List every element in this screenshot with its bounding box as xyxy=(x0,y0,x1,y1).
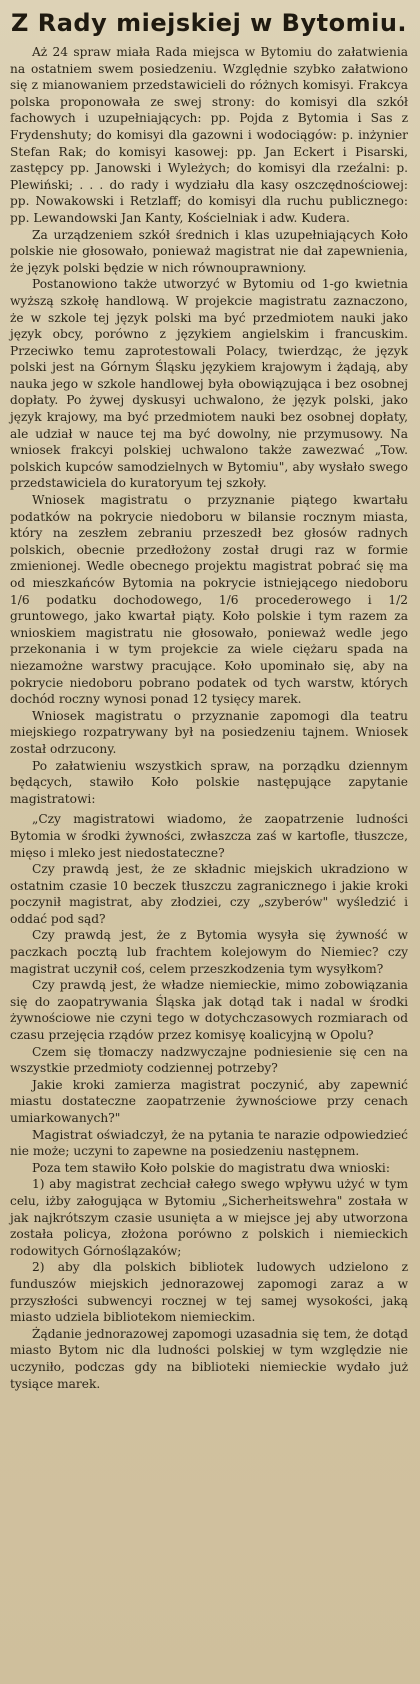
question-paragraph: Czy prawdą jest, że ze składnic miejskich ukradziono w ostatnim czasie 10 beczek tłuszczu zagranicznego i jakie kroki poczynił magistrat, aby złodziei, czy „szyberów" wyśledzić i oddać pod sąd? xyxy=(10,862,408,926)
article-title: Z Rady miejskiej w Bytomiu. xyxy=(10,9,408,37)
paragraph: Postanowiono także utworzyć w Bytomiu od 1-go kwietnia wyższą szkołę handlową. W projekcie magistratu zaznaczono, że w szkole tej język polski ma być przedmiotem nauki jako język obcy, porówno z językiem angielskim i francuskim. Przeciwko temu zaprotestowali Polacy, twierdząc, że język polski jest na Górnym Śląsku językiem krajowym i żądają, aby nauka jego w szkole handlowej była obowiązująca i bez osobnej dopłaty. Po żywej dyskusyi uchwalono, że język polski, jako język krajowy, ma być przedmiotem nauki bez osobnej dopłaty, ale udział w nauce tej ma być dowolny, nie przymusowy. Na wniosek frakcyi polskiej uchwalono także zawezwać „Tow. polskich kupców samodzielnych w Bytomiu", aby wysłało swego przedstawiciela do kuratoryum tej szkoły. xyxy=(10,277,408,491)
paragraph: Poza tem stawiło Koło polskie do magistratu dwa wnioski: xyxy=(32,1160,390,1175)
paragraph: Wniosek magistratu o przyznanie piątego kwartału podatków na pokrycie niedoboru w bilansie rocznym miasta, który na zeszłem zebraniu przeszedł bez głosów radnych polskich, obecnie przedłożony został drugi raz w formie zmienionej. Wedle obecnego projektu magistrat pobrać się ma od mieszkańców Bytomia na pokrycie istniejącego niedoboru 1/6 podatku dochodowego, 1/6 procederowego i 1/2 gruntowego, jako kwartał piąty. Koło polskie i tym razem za wnioskiem magistratu nie głosowało, ponieważ wedle jego przekonania i w tym projekcie za wiele ciężaru spada na niezamożne warstwy pracujące. Koło upominało się, aby na pokrycie niedoboru pobrano podatek od tych warstw, których dochód roczny wynosi ponad 12 tysięcy marek. xyxy=(10,493,408,707)
article-body xyxy=(10,44,408,1392)
motion-paragraph: 2) aby dla polskich bibliotek ludowych udzielono z funduszów miejskich jednorazowej zapomogi zaraz a w przyszłości subwencyi rocznej w tej samej wysokości, jaką miasto udziela bibliotekom niemieckim. xyxy=(10,1260,408,1325)
paragraph: Po załatwieniu wszystkich spraw, na porządku dziennym będących, stawiło Koło polskie następujące zapytanie magistratowi: xyxy=(10,758,408,806)
motion-paragraph: 1) aby magistrat zechciał całego swego wpływu użyć w tym celu, iżby załogująca w Bytomiu „Sicherheitswehra" została w jak najkrótszym czasie usunięta a w miejsce jej aby utworzona została policya, złożona porówno z polskich i niemieckich rodowitych Górnoślązaków; xyxy=(10,1177,408,1258)
question-paragraph: Czy prawdą jest, że z Bytomia wysyła się żywność w paczkach pocztą lub frachtem kolejowym do Niemiec? czy magistrat uczynił coś, celem przeszkodzenia tym wysyłkom? xyxy=(10,928,408,976)
question-paragraph: Jakie kroki zamierza magistrat poczynić, aby zapewnić miastu dostateczne zaopatrzenie żywnościowe przy cenach umiarkowanych?" xyxy=(10,1077,408,1125)
question-paragraph: Czem się tłomaczy nadzwyczajne podniesienie się cen na wszystkie przedmioty codziennej potrzeby? xyxy=(10,1044,408,1076)
question-paragraph: „Czy magistratowi wiadomo, że zaopatrzenie ludności Bytomia w środki żywności, zwłaszcza zaś w kartofle, tłuszcze, mięso i mleko jest niedostateczne? xyxy=(10,812,408,860)
paragraph: Aż 24 spraw miała Rada miejsca w Bytomiu do załatwienia na ostatniem swem posiedzeniu. Względnie szybko załatwiono się z mianowaniem przedstawicieli do różnych komisyi. Frakcya polska proponowała ze swej strony: do komisyi dla szkół fachowych i uzupełniających: pp. Pojda z Bytomia i Sas z Frydenshuty; do komisyi dla gazowni i wodociągów: p. inżynier Stefan Rak; do komisyi kasowej: pp. Jan Eckert i Pisarski, zastępcy pp. Janowski i Wyleżych; do komisyi dla rzeźalni: p. Plewiński; . . . do rady i wydziału dla kasy oszczędnościowej: pp. Nowakowski i Retzlaff; do komisyi dla ruchu publicznego: pp. Lewandowski Jan Kanty, Kościelniak i adw. Kudera. xyxy=(10,45,408,225)
paragraph: Za urządzeniem szkół średnich i klas uzupełniających Koło polskie nie głosowało, ponieważ magistrat nie dał zapewnienia, że język polski będzie w nich równouprawniony. xyxy=(10,227,408,275)
paragraph: Wniosek magistratu o przyznanie zapomogi dla teatru miejskiego rozpatrywany był na posiedzeniu tajnem. Wniosek został odrzucony. xyxy=(10,708,408,756)
paragraph: Żądanie jednorazowej zapomogi uzasadnia się tem, że dotąd miasto Bytom nic dla ludności polskiej w tym względzie nie uczyniło, podczas gdy na biblioteki niemieckie wydało już tysiące marek. xyxy=(10,1326,408,1391)
paragraph: Magistrat oświadczył, że na pytania te narazie odpowiedzieć nie może; uczyni to zapewne na posiedzeniu następnem. xyxy=(10,1127,408,1159)
question-paragraph: Czy prawdą jest, że władze niemieckie, mimo zobowiązania się do zaopatrywania Śląska jak dotąd tak i nadal w środki żywnościowe nie czyni tego w dotychczasowych rozmiarach od czasu przejęcia rządów przez komisyę koalicyjną w Opolu? xyxy=(10,978,408,1043)
